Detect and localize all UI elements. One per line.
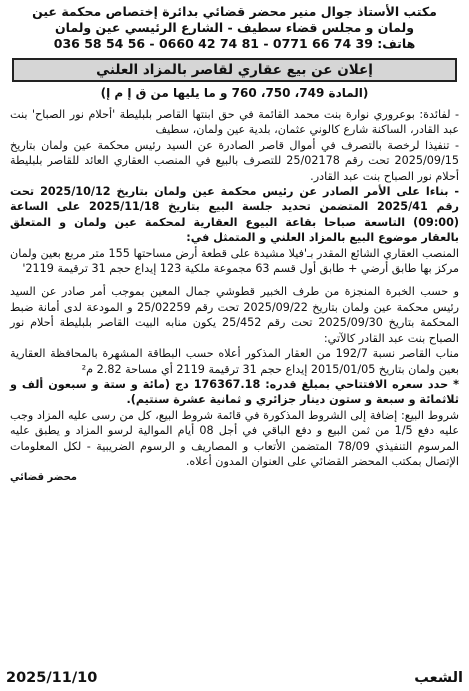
bailiff-header <box>10 4 459 52</box>
expertise-paragraph: و حسب الخبرة المنجزة من طرف الخبير قطوشي جمال المعين بموجب أمر صادر عن السيد رئيس محكمة عين ولمان بتاريخ 2025/09/22 تحت رقم 25/02259 و المودعة لدى أمانة ضبط المحكمة بتاريخ 2025/09/30 تحت رقم 25/452 يكون منابه البيت القاصر بلبليطة أحلام نور الصباح بنت عبد القادر كالآتي: <box>10 285 460 345</box>
property-paragraph: المنصب العقاري الشائع المقدر بـ'فيلا مشيدة على قطعة أرض مساحتها 155 متر مربع بعين ولمان مركز بها طابق أرضي + طابق أول قسم 63 مجموعة ملكية 123 إيداع حجم 31 ترقيمة 2119' <box>10 246 459 276</box>
phone-line <box>10 36 459 52</box>
notice-subtitle: (المادة 749، 750، 760 و ما يليها من ق إ م إ) <box>100 86 369 100</box>
conditions-paragraph: شروط البيع: إضافة إلى الشروط المذكورة في قائمة شروط البيع، كل من رسى عليه المزاد وجب عليه دفع 1/5 من ثمن البيع و دفع الباقي في أجل 08 أيام الموالية لرسو المزاد و يطبق عليه المرسوم التنفيذي 78/09 المتضمن الأتعاب و المصاريف و الرسوم الضريبية - لكل المعلومات الإتصال بمكتب المحضر القضائي على العنوان المدون أعلاه. <box>10 408 459 468</box>
beneficiary-paragraph: - لفائدة: بوعروري نوارة بنت محمد القائمة في حق ابنتها القاصر بلبليطة 'أحلام نور الصباح' بنت عبد القادر، الساكنة شارع كالوني عثمان، بلدية عين ولمان، سطيف <box>10 108 459 137</box>
notice-body <box>10 107 459 485</box>
spacer <box>10 276 459 284</box>
license-paragraph: - تنفيذا لرخصة بالتصرف في أموال قاصر الصادرة عن السيد رئيس محكمة عين ولمان بتاريخ 2025/09/15 تحت رقم 25/02178 للتصرف بالبيع في المنصب العقاري العائد للقاصر بلبليطة أحلام نور الصباح بنت عبد القادر. <box>10 138 459 183</box>
order-paragraph: - بناءا على الأمر الصادر عن رئيس محكمة عين ولمان بتاريخ 2025/10/12 تحت رقم 2025/41 المتضمن تحديد جلسة البيع بتاريخ 2025/11/18 على الساعة (09:00) التاسعة صباحا بقاعة البيوع العقارية لمحكمة عين ولمان و المتعلق بالعقار موضوع البيع بالمزاد العلني و المتمثل في: <box>10 185 459 245</box>
address-line: ولمان و مجلس قضاء سطيف - الشارع الرئيسي عين ولمان <box>54 20 415 35</box>
signature: محضر قضائي <box>10 472 77 484</box>
phone-numbers: 036 58 54 56 - 0660 42 74 81 - 0771 66 74 39 <box>53 36 373 51</box>
phone-label: هاتف: <box>377 36 416 51</box>
office-line: مكتب الأستاذ جوال منير محضر قضائي بدائرة إختصاص محكمة عين <box>32 4 437 19</box>
share-paragraph: مناب القاصر نسبة 192/7 من العقار المذكور أعلاه حسب البطاقة المشهرة بالمحافظة العقارية بعين ولمان بتاريخ 2015/01/05 إيداع حجم 31 ترقيمة 2119 أي مساحة 2.82 م² <box>10 347 459 376</box>
notice-title: إعلان عن بيع عقاري لقاصر بالمزاد العلني <box>12 58 457 82</box>
newspaper-name: الشعب <box>414 670 463 686</box>
publication-date: 2025/11/10 <box>6 670 98 686</box>
publication-line <box>6 669 463 687</box>
price-paragraph: * حدد سعره الافتتاحي بمبلغ قدره: 176367.18 دج (مائة و ستة و سبعون ألف و ثلاثمائة و سبعة و ستون دينار جزائري و ثمانية عشرة سنتيم). <box>10 377 459 407</box>
